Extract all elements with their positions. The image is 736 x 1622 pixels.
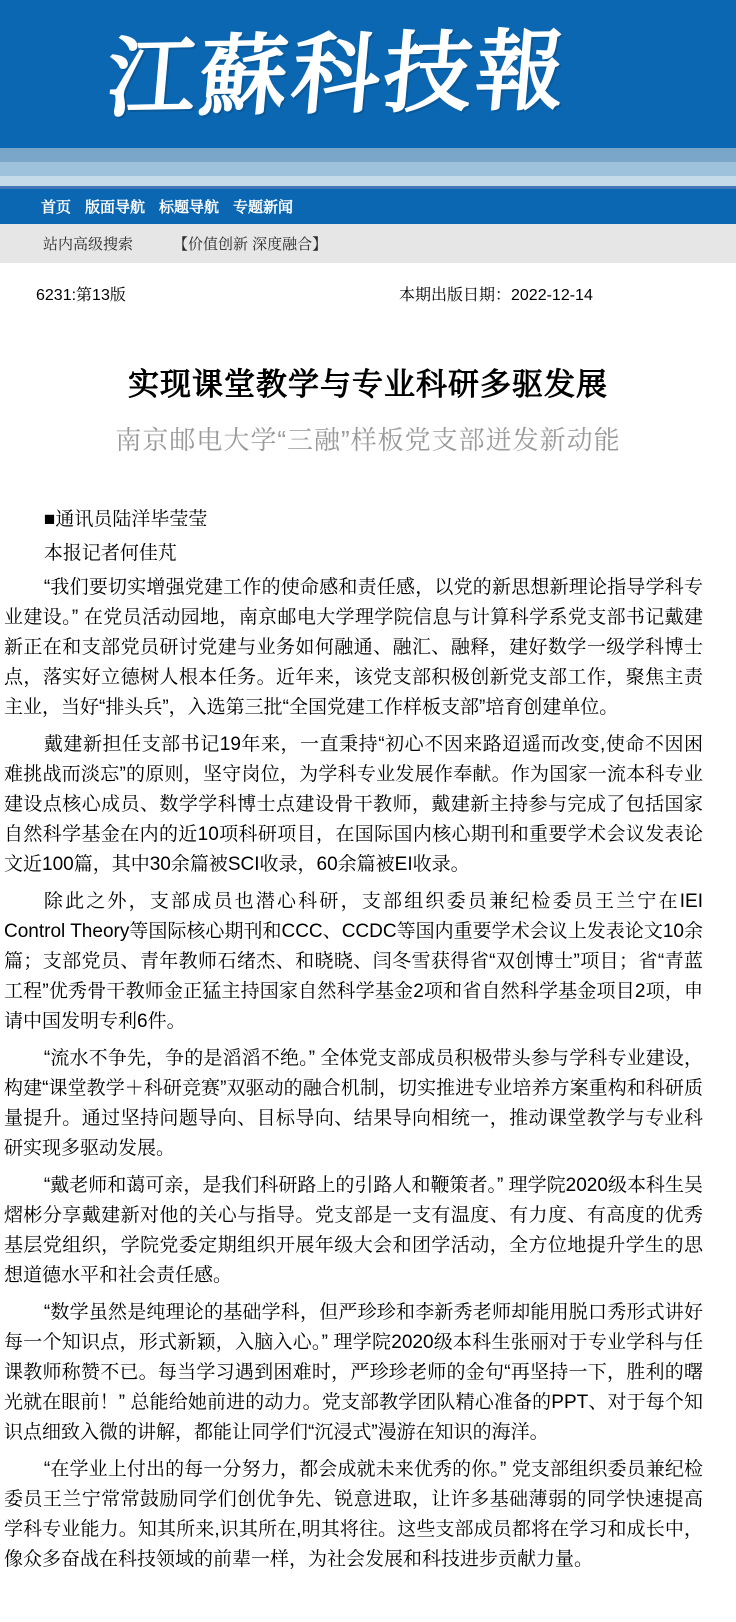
article-paragraph: “我们要切实增强党建工作的使命感和责任感，以党的新思想新理论指导学科专业建设。” 在党员活动园地，南京邮电大学理学院信息与计算科学系党支部书记戴建新正在和支部党员研讨党建与业务如何融通、融汇、融释，建好数学一级学科博士点，落实好立德树人根本任务。近年来，该党支部积极创新党支部工作，聚焦主责主业，当好“排头兵”，入选第三批“全国党建工作样板支部”培育创建单位。 [4, 577, 703, 718]
nav-item-special-news[interactable]: 专题新闻 [233, 199, 294, 216]
article-paragraph: “数学虽然是纯理论的基础学科，但严珍珍和李新秀老师却能用脱口秀形式讲好每一个知识点，形式新颖，入脑入心。” 理学院2020级本科生张丽对于专业学科与任课教师称赞不已。每当学习遇到困难时，严珍珍老师的金句“再坚持一下，胜利的曙光就在眼前！” 总能给她前进的动力。党支部教学团队精心准备的PPT、对于每个知识点细致入微的讲解，都能让同学们“沉浸式”漫游在知识的海洋。 [4, 1302, 703, 1443]
nav-item-headline-nav[interactable]: 标题导航 [159, 199, 220, 216]
byline-correspondent: ■通讯员陆洋毕莹莹 [43, 509, 208, 530]
banner-gradient-band-3 [0, 176, 736, 186]
advanced-search-link[interactable]: 站内高级搜索 [43, 236, 134, 253]
newspaper-logo: 江蘇科技報 [103, 17, 573, 131]
banner-gradient-band-1 [0, 148, 736, 162]
article-title: 实现课堂教学与专业科研多驱发展 [128, 367, 608, 402]
nav-item-home[interactable]: 首页 [41, 199, 72, 216]
issue-number-label: 6231:第13版 [36, 287, 126, 304]
publish-date-label: 本期出版日期：2022-12-14 [399, 287, 593, 304]
issue-info-row [0, 263, 736, 319]
byline-reporter: 本报记者何佳芃 [43, 543, 177, 564]
masthead-banner [0, 0, 736, 148]
slogan-link[interactable]: 【价值创新 深度融合】 [173, 236, 328, 253]
article-paragraph: 除此之外，支部成员也潜心科研，支部组织委员兼纪检委员王兰宁在IEI Control Theory等国际核心期刊和CCC、CCDC等国内重要学术会议上发表论文10余篇；支部党员、青年教师石绪杰、和晓晓、闫冬雪获得省“双创博士”项目；省“青蓝工程”优秀骨干教师金正猛主持国家自然科学基金2项和省自然科学基金项目2项，申请中国发明专利6件。 [4, 891, 703, 1032]
main-navbar [0, 186, 736, 224]
article-paragraph: 戴建新担任支部书记19年来，一直秉持“初心不因来路迢遥而改变,使命不因困难挑战而淡忘”的原则，坚守岗位，为学科专业发展作奉献。作为国家一流本科专业建设点核心成员、数学学科博士点建设骨干教师，戴建新主持参与完成了包括国家自然科学基金在内的近10项科研项目，在国际国内核心期刊和重要学术会议发表论文近100篇，其中30余篇被SCI收录，60余篇被EI收录。 [4, 734, 703, 875]
article-paragraph: “流水不争先，争的是滔滔不绝。” 全体党支部成员积极带头参与学科专业建设，构建“课堂教学＋科研竞赛”双驱动的融合机制，切实推进专业培养方案重构和科研质量提升。通过坚持问题导向、目标导向、结果导向相统一，推动课堂教学与专业科研实现多驱动发展。 [4, 1048, 703, 1159]
article-paragraph: “戴老师和蔼可亲，是我们科研路上的引路人和鞭策者。” 理学院2020级本科生吴熠彬分享戴建新对他的关心与指导。党支部是一支有温度、有力度、有高度的优秀基层党组织，学院党委定期组织开展年级大会和团学活动，全方位地提升学生的思想道德水平和社会责任感。 [4, 1175, 703, 1286]
sub-navbar [0, 224, 736, 263]
nav-item-page-nav[interactable]: 版面导航 [85, 199, 146, 216]
article-body [0, 505, 736, 1622]
banner-gradient-band-2 [0, 162, 736, 176]
article-subtitle: 南京邮电大学“三融”样板党支部迸发新动能 [115, 425, 621, 455]
article-paragraph: “在学业上付出的每一分努力，都会成就未来优秀的你。” 党支部组织委员兼纪检委员王兰宁常常鼓励同学们创优争先、锐意进取，让许多基础薄弱的同学快速提高学科专业能力。知其所来,识其所在,明其将往。这些支部成员都将在学习和成长中，像众多奋战在科技领域的前辈一样，为社会发展和科技进步贡献力量。 [4, 1459, 703, 1570]
